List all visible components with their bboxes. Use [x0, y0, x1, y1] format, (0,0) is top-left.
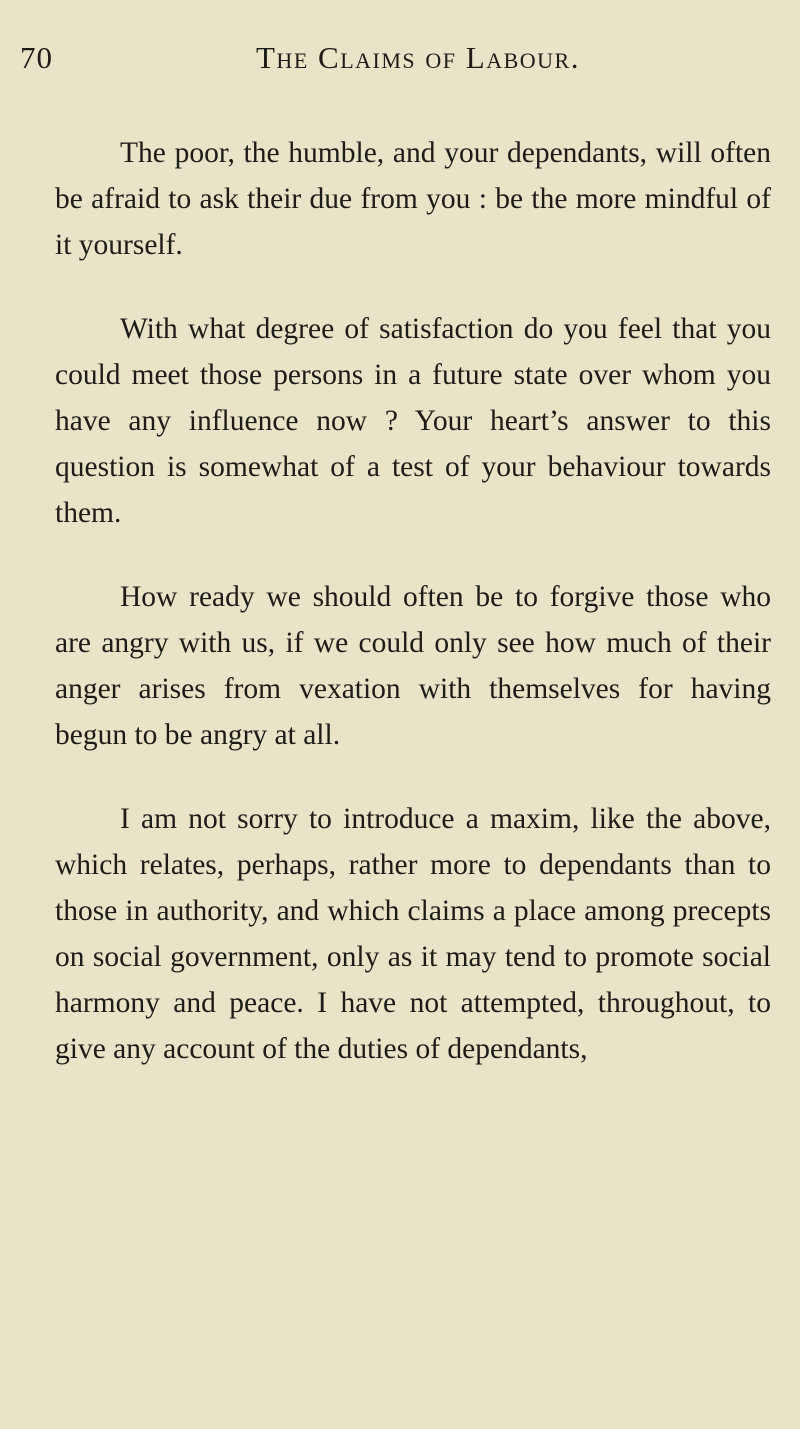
paragraph-4: I am not sorry to introduce a maxim, like the above, which relates, perhaps, rather more to dependants than to those in authority, and which claims a place among precepts on social government, only as it may tend to promote social harmony and peace. I have not attempted, throughout, to give any account of the duties of dependants, [55, 803, 771, 1065]
paragraph-1: The poor, the humble, and your dependants, will often be afraid to ask their due from you : be the more mindful of it yourself. [55, 137, 771, 261]
running-title: The Claims of Labour. [256, 40, 580, 75]
running-head [20, 40, 780, 84]
paragraph-2: With what degree of satisfaction do you feel that you could meet those persons in a future state over whom you have any influence now ? Your heart’s answer to this question is somewhat of a test of your behaviour towards them. [55, 313, 771, 529]
paragraph-3: How ready we should often be to forgive those who are angry with us, if we could only see how much of their anger arises from vexation with themselves for having begun to be angry at all. [55, 581, 771, 751]
page-number: 70 [20, 40, 53, 75]
body-text [55, 130, 771, 1072]
